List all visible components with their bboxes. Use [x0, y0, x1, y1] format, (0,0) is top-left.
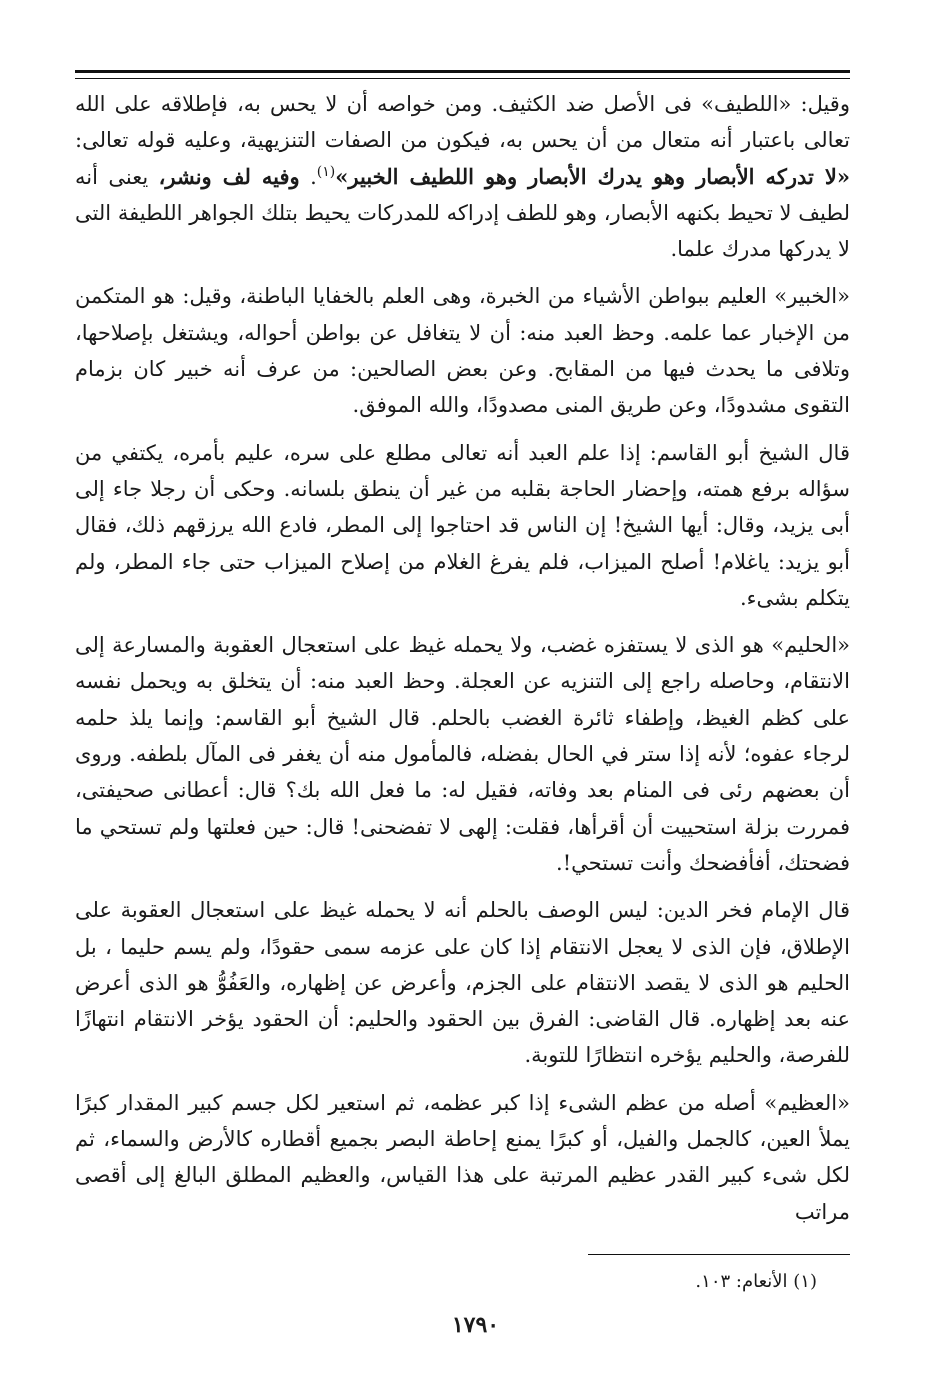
- footnote-marker: (١): [316, 163, 336, 180]
- footnote: (١) الأنعام: ١٠٣.: [695, 1271, 817, 1292]
- text-run: «الخبير» العليم ببواطن الأشياء من الخبرة، وهى العلم بالخفايا الباطنة، وقيل: هو المتكمن من الإخبار عما علمه. وحظ العبد منه: أن لا يتغافل عن بواطن أحواله، ويشتغل بإصلاحها، وتلافى ما يحدث فيها من المقابح. وعن بعض الصالحين: من عرف أنه خبير كان بزمام التقوى مشدودًا، وعن طريق المنى مصدودًا، والله الموفق.: [75, 284, 850, 418]
- paragraph: [75, 1085, 850, 1230]
- text-run: .: [299, 164, 317, 189]
- paragraph: [75, 278, 850, 423]
- text-run: «الحليم» هو الذى لا يستفزه غضب، ولا يحمله غيظ على استعجال العقوبة والمسارعة إلى الانتقام، وحاصله راجع إلى التنزيه عن العجلة. وحظ العبد منه: أن يتخلق به ويحمل نفسه على كظم الغيظ، وإطفاء ثائرة الغضب بالحلم. قال الشيخ أبو القاسم: وإنما يلذ حلمه لرجاء عفوه؛ لأنه إذا ستر في الحال بفضله، فالمأمول منه أن يغفر فى المآل بلطفه. وروى أن بعضهم رئى فى المنام بعد وفاته، فقيل له: ما فعل الله بك؟ قال: أعطانى صحيفتى، فمررت بزلة استحييت أن أقرأها، فقلت: إلهى لا تفضحنى! قال: حين فعلتها ولم تستحي ما فضحتك، أفأفضحك وأنت تستحي!.: [75, 633, 850, 875]
- paragraph: [75, 892, 850, 1073]
- header-rule-thick: [75, 70, 850, 73]
- text-run: قال الشيخ أبو القاسم: إذا علم العبد أنه تعالى مطلع على سره، عليم بأمره، يكتفي من سؤاله برفع همته، وإحضار الحاجة بقلبه من غير أن ينطق بلسانه. وحكى أن رجلا جاء إلى أبى يزيد، وقال: أيها الشيخ! إن الناس قد احتاجوا إلى المطر، فادع الله يرزقهم ذلك، فقال أبو يزيد: ياغلام! أصلح الميزاب، فلم يفرغ الغلام من إصلاح الميزاب حتى جاء المطر، ولم يتكلم بشىء.: [75, 440, 850, 610]
- bold-text: «لا تدركه الأبصار وهو يدرك الأبصار وهو اللطيف الخبير»: [335, 163, 850, 189]
- text-run: يعنى أنه لطيف لا تحيط بكنهه الأبصار، وهو للطف إدراكه للمدركات يحيط بتلك الجواهر اللطيفة التى لا يدركها مدرك علما.: [75, 164, 850, 262]
- body-text: [75, 86, 850, 1241]
- text-run: وقيل: «اللطيف» فى الأصل ضد الكثيف. ومن خواصه أن لا يحس به، فإطلاقه على الله تعالى باعتبار أنه متعال من أن يحس به، فيكون من الصفات التنزيهية، وعليه قوله تعالى:: [75, 92, 850, 153]
- text-run: «العظيم» أصله من عظم الشىء إذا كبر عظمه، ثم استعير لكل جسم كبير المقدار كبرًا يملأ العين، كالجمل والفيل، أو كبرًا يمنع إحاطة البصر بجميع أقطاره كالأرض والسماء، ثم لكل شىء كبير القدر عظيم المرتبة على هذا القياس، والعظيم المطلق البالغ إلى أقصى مراتب: [75, 1090, 850, 1224]
- header-rule-thin: [75, 78, 850, 79]
- footnote-separator: [588, 1254, 850, 1255]
- bold-text: وفيه لف ونشر،: [158, 163, 300, 189]
- text-run: قال الإمام فخر الدين: ليس الوصف بالحلم أنه لا يحمله غيظ على استعجال العقوبة على الإطلاق، فإن الذى لا يعجل الانتقام إذا كان على عزمه سمى حقودًا، ولم يسم حليما ، بل الحليم هو الذى لا يقصد الانتقام على الجزم، وأعرض عن إظهاره، والعَفُوُّ هو الذى أعرض عنه بعد إظهاره. قال القاضى: الفرق بين الحقود والحليم: أن الحقود يؤخر الانتقام انتهازًا للفرصة، والحليم يؤخره انتظارًا للتوبة.: [75, 898, 850, 1068]
- paragraph: [75, 86, 850, 267]
- paragraph: [75, 435, 850, 616]
- paragraph: [75, 627, 850, 881]
- page-number: ١٧٩٠: [451, 1312, 500, 1338]
